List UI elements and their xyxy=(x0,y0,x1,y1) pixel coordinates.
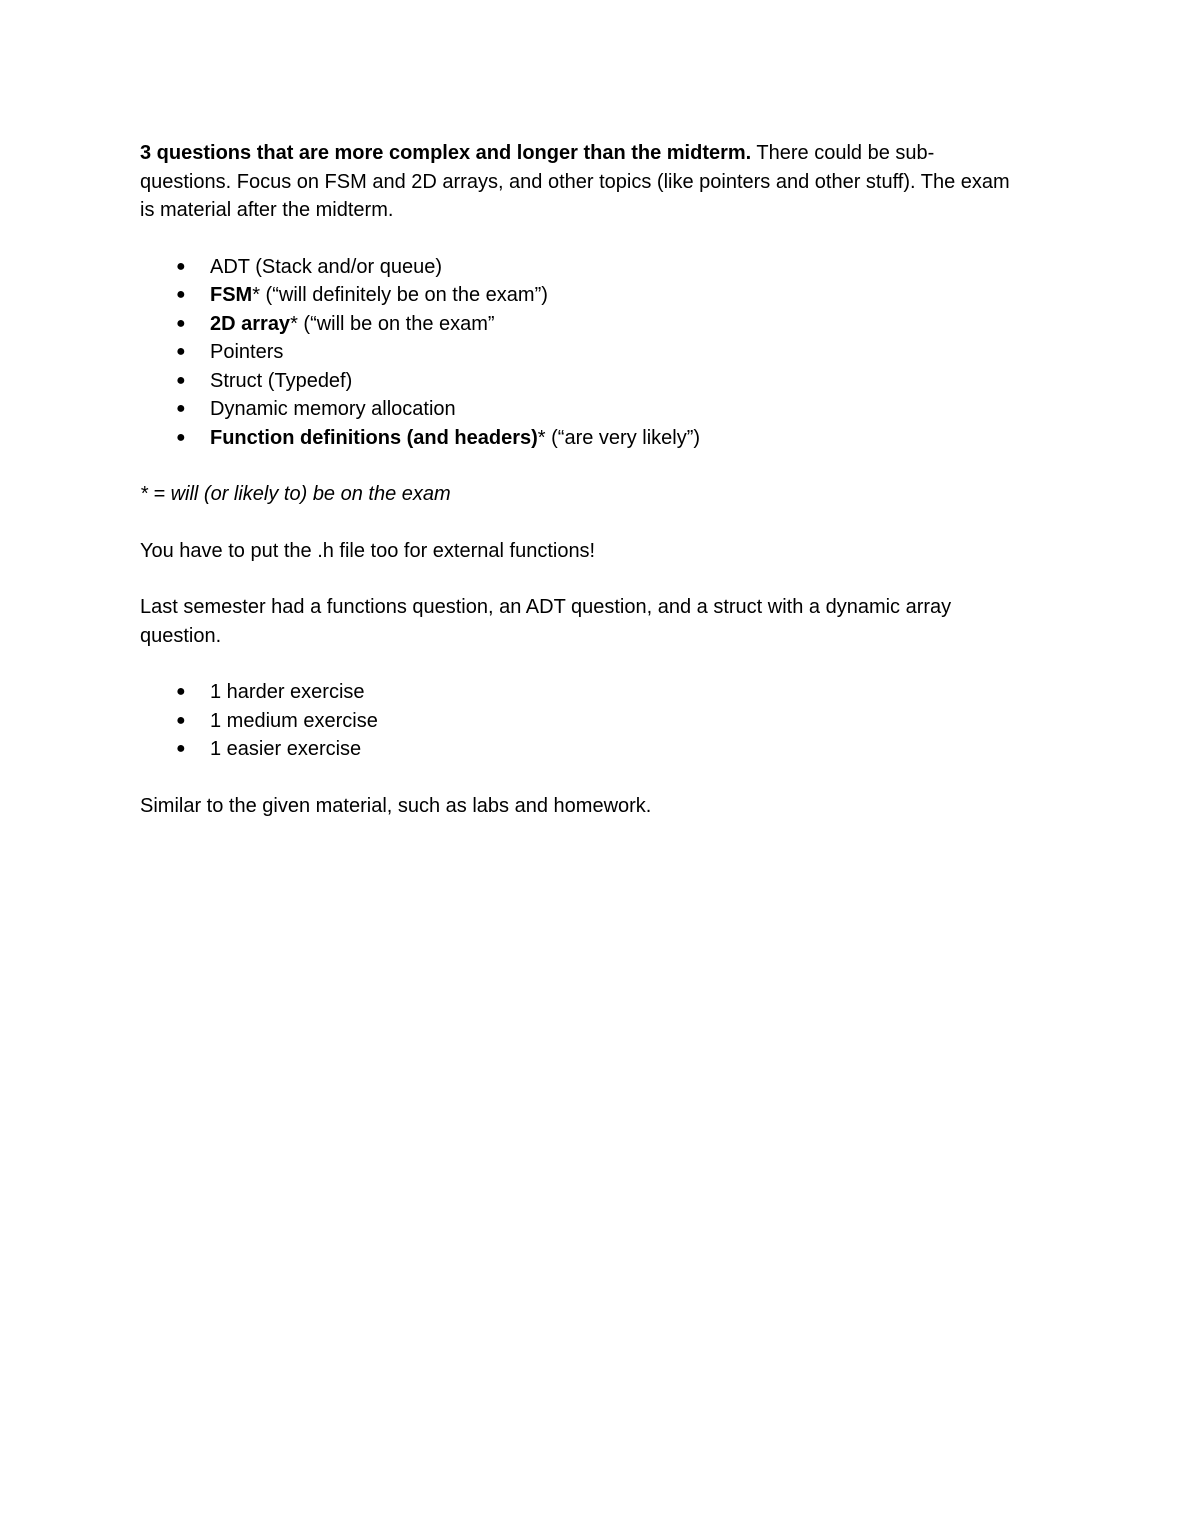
topic-text: * (“will be on the exam” xyxy=(290,312,495,335)
topic-text: Pointers xyxy=(210,341,284,363)
document-page xyxy=(140,139,1040,848)
bullet-icon: ● xyxy=(176,400,186,417)
list-item xyxy=(140,424,1040,453)
h-file-note: You have to put the .h file too for external functions! xyxy=(140,539,596,562)
topic-bold: 2D array xyxy=(210,312,291,335)
list-item xyxy=(140,707,1040,736)
last-semester-paragraph: Last semester had a functions question, an ADT question, and a struct with a dynamic array question. xyxy=(140,596,952,647)
list-item xyxy=(140,310,1040,339)
bullet-icon: ● xyxy=(176,343,186,360)
list-item xyxy=(140,735,1040,764)
bullet-icon: ● xyxy=(176,683,186,700)
exercise-text: 1 easier exercise xyxy=(210,738,362,760)
topic-text: ADT (Stack and/or queue) xyxy=(210,255,442,278)
legend-note: * = will (or likely to) be on the exam xyxy=(140,483,451,505)
closing-paragraph: Similar to the given material, such as labs and homework. xyxy=(140,794,652,817)
bullet-icon: ● xyxy=(176,740,186,757)
intro-paragraph xyxy=(140,139,1020,225)
topic-text: * (“will definitely be on the exam”) xyxy=(252,284,548,306)
list-item xyxy=(140,678,1040,707)
intro-bold-text: 3 questions that are more complex and longer than the midterm. xyxy=(140,142,752,164)
topic-bold: FSM xyxy=(210,284,253,306)
intro-text: There could be sub-questions. Focus on FSM and 2D arrays, and other topics (like pointers and other stuff). The exam is material after the midterm. xyxy=(140,142,1010,221)
list-item xyxy=(140,395,1040,424)
list-item xyxy=(140,367,1040,396)
topic-bold: Function definitions (and headers) xyxy=(210,426,538,449)
bullet-icon: ● xyxy=(176,711,186,729)
topic-text: Dynamic memory allocation xyxy=(210,398,456,420)
list-item xyxy=(140,338,1040,367)
bullet-icon: ● xyxy=(176,257,186,275)
list-item xyxy=(140,281,1040,310)
bullet-icon: ● xyxy=(176,371,186,389)
bullet-icon: ● xyxy=(176,428,186,446)
exercise-text: 1 harder exercise xyxy=(210,681,365,703)
list-item xyxy=(140,253,1040,282)
bullet-icon: ● xyxy=(176,314,186,332)
exercises-list xyxy=(140,678,1040,764)
exercise-text: 1 medium exercise xyxy=(210,709,378,732)
bullet-icon: ● xyxy=(176,286,186,303)
topic-text: Struct (Typedef) xyxy=(210,369,353,392)
topic-text: * (“are very likely”) xyxy=(537,426,701,449)
topics-list xyxy=(140,253,1040,453)
